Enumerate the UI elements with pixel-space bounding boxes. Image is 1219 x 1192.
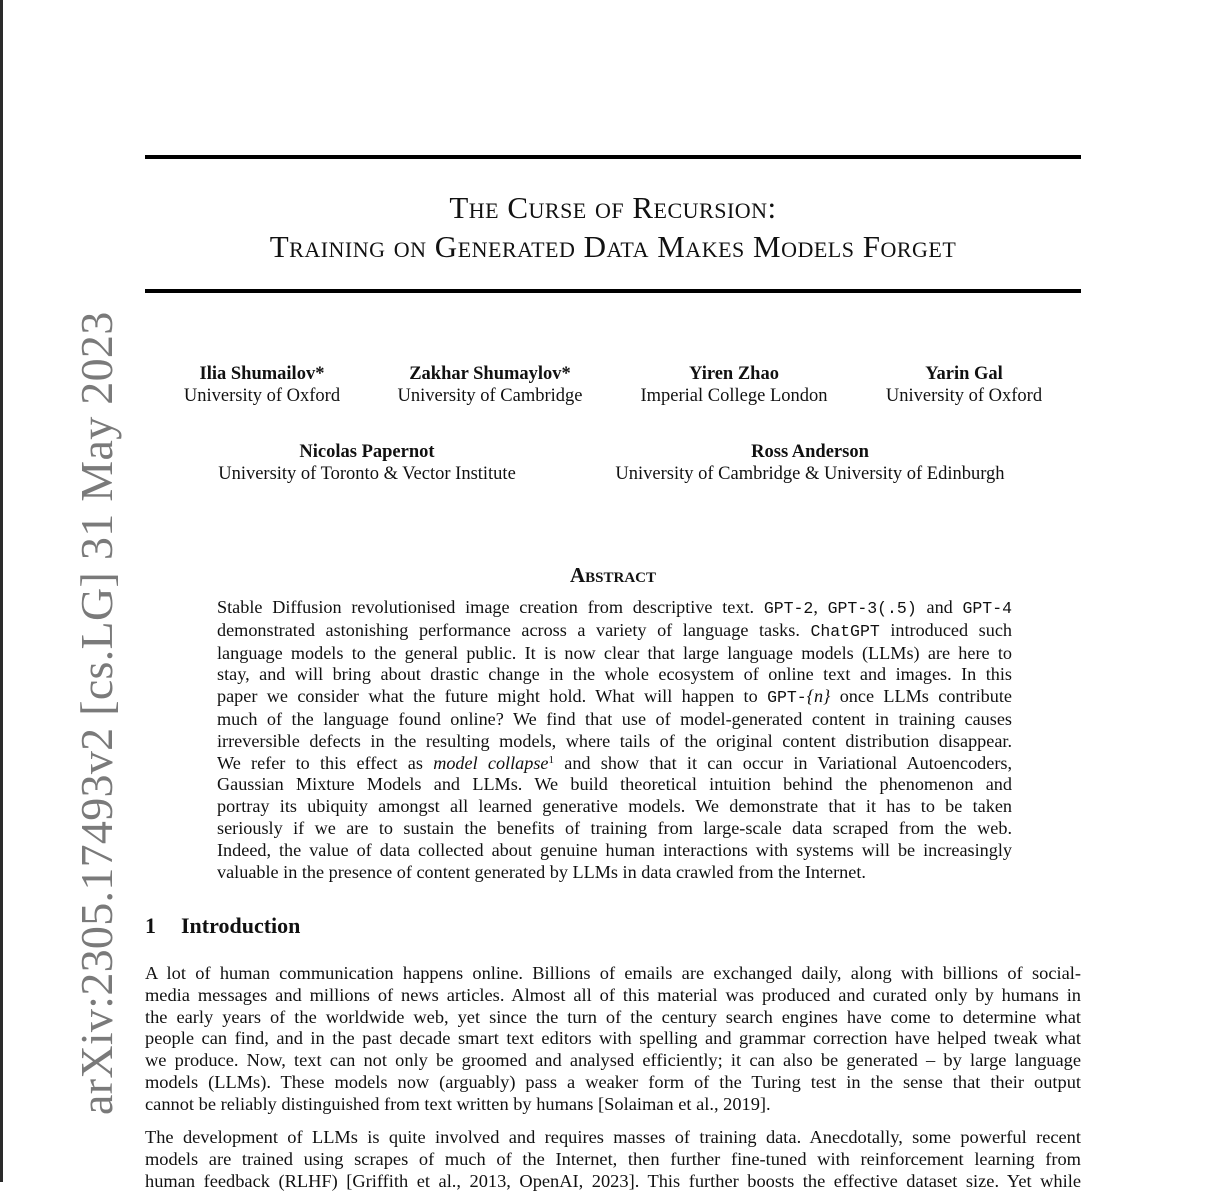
text-run: introduced such: [879, 619, 1012, 640]
abstract-line: portray its ubiquity amongst all learned generative models. We demonstrate that it has to be taken: [217, 796, 1012, 817]
author-affiliation: University of Cambridge: [397, 386, 583, 406]
abstract-line: stay, and will bring about drastic change in the whole ecosystem of online text and images. In this: [217, 664, 1012, 685]
title-top-rule: [145, 155, 1081, 159]
author-block: [380, 363, 600, 407]
text-run: once LLMs contribute: [830, 686, 1012, 707]
author-affiliation: University of Cambridge & University of Edinburgh: [615, 464, 1005, 484]
section-heading-introduction: [145, 913, 300, 939]
author-name: Ilia Shumailov*: [199, 364, 325, 384]
paragraph-line: media messages and millions of news articles. Almost all of this material was produced and curated only by humans in: [145, 984, 1081, 1005]
arxiv-identifier-stamp: arXiv:2305.17493v2 [cs.LG] 31 May 2023: [71, 311, 122, 1115]
abstract-line: Indeed, the value of data collected about genuine human interactions with systems will be increasingly: [217, 839, 1012, 860]
abstract-line: [217, 620, 1012, 643]
author-affiliation: University of Oxford: [885, 386, 1043, 406]
intro-paragraph-2: [145, 1127, 1081, 1192]
paragraph-line: The development of LLMs is quite involved and requires masses of training data. Anecdotally, some powerful recent: [145, 1127, 1081, 1147]
paragraph-line: models (LLMs). These models now (arguably) pass a weaker form of the Turing test in the sense that their output: [145, 1071, 1081, 1092]
emphasis-term: model collapse: [433, 752, 549, 773]
abstract-line: [217, 753, 1012, 775]
section-title: Introduction: [181, 913, 301, 938]
code-term: ChatGPT: [810, 621, 880, 641]
author-block: [187, 441, 547, 485]
text-run: Stable Diffusion revolutionised image creation from descriptive text.: [217, 597, 764, 617]
author-block: [624, 363, 844, 407]
author-block: [580, 441, 1040, 485]
author-name: Ross Anderson: [751, 442, 869, 462]
abstract-line: seriously if we are to sustain the benefits of training from large-scale data scraped from the web.: [217, 817, 1012, 838]
author-block: [864, 363, 1064, 407]
text-run: demonstrated astonishing performance across a variety of language tasks.: [217, 619, 811, 640]
abstract-line: much of the language found online? We find that use of model-generated content in training causes: [217, 708, 1012, 729]
abstract-line: irreversible defects in the resulting models, where tails of the original content distribution disappear.: [217, 730, 1012, 751]
text-run: paper we consider what the future might hold. What will happen to: [217, 686, 768, 707]
text-run: We refer to this effect as: [217, 752, 434, 773]
paragraph-line: human feedback (RLHF) [Griffith et al., 2013, OpenAI, 2023]. This further boosts the effective dataset size. Yet while: [145, 1170, 1081, 1191]
abstract-body: [217, 597, 1012, 883]
abstract-line: [217, 597, 1012, 620]
text-run: and: [916, 597, 963, 617]
footnote-marker[interactable]: 1: [548, 753, 554, 766]
abstract-heading: Abstract: [569, 563, 657, 587]
code-term: GPT-2: [763, 599, 814, 618]
paragraph-line: we produce. Now, text can not only be groomed and analysed efficiently; it can also be generated – by large language: [145, 1050, 1081, 1071]
paragraph-line: cannot be reliably distinguished from text written by humans [Solaiman et al., 2019].: [145, 1093, 771, 1114]
paragraph-line: A lot of human communication happens online. Billions of emails are exchanged daily, along with billions of social-: [145, 963, 1081, 983]
paragraph-line: models are trained using scrapes of much of the Internet, then further fine-tuned with reinforcement learning from: [145, 1148, 1081, 1169]
abstract-line: [217, 686, 1012, 709]
paper-title-line-2: Training on Generated Data Makes Models Forget: [269, 229, 957, 264]
abstract-line: valuable in the presence of content generated by LLMs in data crawled from the Internet.: [217, 861, 866, 882]
text-run: and show that it can occur in Variational Autoencoders,: [554, 752, 1013, 773]
code-term: GPT-3(.5): [827, 599, 917, 618]
code-term: GPT-: [767, 688, 807, 708]
author-affiliation: University of Toronto & Vector Institute: [218, 464, 516, 484]
math-term: {n}: [806, 686, 831, 707]
text-run: ,: [813, 597, 828, 617]
paper-title-line-1: The Curse of Recursion:: [449, 190, 777, 225]
intro-paragraph-1: [145, 963, 1081, 1116]
author-name: Yiren Zhao: [689, 364, 779, 384]
author-affiliation: University of Oxford: [183, 386, 341, 406]
author-affiliation: Imperial College London: [640, 386, 828, 406]
code-term: GPT-4: [962, 599, 1013, 618]
author-name: Zakhar Shumaylov*: [409, 364, 571, 384]
author-name: Yarin Gal: [925, 364, 1003, 384]
author-name: Nicolas Papernot: [299, 442, 435, 462]
window-left-edge: [0, 0, 3, 1182]
paragraph-line: people can find, and in the past decade smart text editors with spelling and grammar correction have helped tweak what: [145, 1028, 1081, 1049]
paragraph-line: the early years of the worldwide web, yet since the turn of the century search engines have come to determine what: [145, 1006, 1081, 1027]
abstract-line: Gaussian Mixture Models and LLMs. We build theoretical intuition behind the phenomenon and: [217, 774, 1012, 795]
author-block: [160, 363, 364, 407]
title-bottom-rule: [145, 289, 1081, 293]
section-number: 1: [145, 913, 156, 938]
abstract-line: language models to the general public. It is now clear that large language models (LLMs) are here to: [217, 642, 1012, 663]
